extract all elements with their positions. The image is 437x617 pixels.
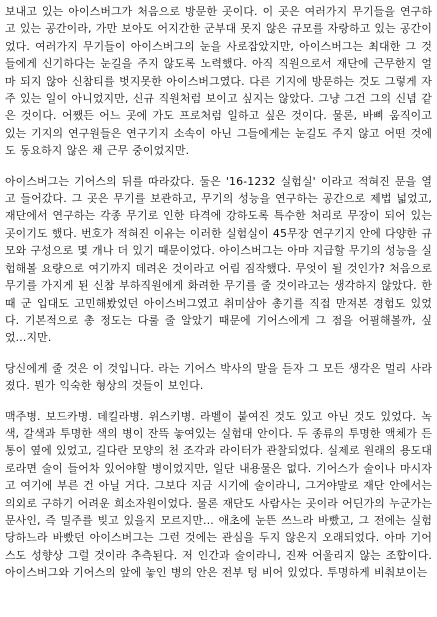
paragraph-gap	[5, 347, 432, 360]
paragraph: 맥주병. 보드카병. 데킬라병. 위스키병. 라벨이 붙여진 것도 있고 아닌 것도 있었다. 녹색, 갈색과 투명한 색의 병이 잔뜩 놓여있는 실험대 안이다. 두 종류의 투명한 액체가 든 통이 옆에 있었고, 길다란 모양의 천 조각과 라이터가 관찰되었다. 실제로 원래의 용도대로라면 술이 들어차 있어야할 병이었지만, 일단 내용물은 없다. 기어스가 술이나 마시자고 여기에 부른 건 아닐 거다. 그보다 지금 시기에 술이라니, 그거야말로 재단 안에서는 의외로 구하기 어려운 희소자원이었다. 물론 재단도 사람사는 곳이라 어딘가의 누군가는 문사인, 즉 밀주를 빚고 있을지 모르지만... 애초에 눈뜬 쓰느라 바빴고, 그 전에는 실험 당하느라 바빴던 아이스버그는 그런 것에는 관심을 두지 않은지 오래되었다. 아마 기어스도 성향상 그럴 것이라 추측된다. 저 인간과 술이라니, 진짜 어울리지 않는 조합이다. 아이스버그와 기어스의 앞에 놓인 병의 안은 전부 텅 비어 있었다. 투명하게 비춰보이는	[5, 409, 432, 580]
paragraph-gap	[5, 395, 432, 408]
paragraph: 보내고 있는 아이스버그가 처음으로 방문한 곳이다. 이 곳은 여러가지 무기들을 연구하고 있는 공간이라, 가만 보아도 어지간한 군부대 못지 않은 규모를 자랑하고 있는 공간이었다. 여러가지 무기들이 아이스버그의 눈을 사로잡았지만, 아이스버그는 최대한 그 것들에게 신기하다는 눈길을 주지 않도록 노력했다. 아직 직원으로서 재단에 근무한지 얼마 되지 않아 신참티를 벗지못한 아이스버그였다. 다른 기지에 방문하는 것도 그렇게 자주 있는 일이 아니었지만, 신규 직원처럼 보이고 싶지는 않았다. 그냥 그건 그의 신념 같은 것이다. 어쨌든 어느 곳에 가도 프로처럼 일하고 싶은 것이다. 물론, 바삐 움직이고 있는 기지의 연구원들은 연구기지 소속이 아닌 그들에게는 눈길도 주지 않고 어떤 것에도 동요하지 않은 채 근무 중이었지만.	[5, 5, 432, 158]
paragraph-gap	[5, 160, 432, 173]
paragraph: 아이스버그는 기어스의 뒤를 따라갔다. 둘은 '16-1232 실험실' 이라고 적혀진 문을 열고 들어갔다. 그 곳은 무기를 보관하고, 무기의 성능을 연구하는 공간으로 제법 넓었고, 재단에서 연구하는 각종 무기로 인한 타격에 강하도록 특수한 처리로 무장이 되어 있는 곳이기도 했다. 번호가 적혀진 이유는 이러한 실험실이 45무장 연구기지 안에 다양한 규모와 구성으로 몇 개나 더 있기 때문이었다. 아이스버그는 아마 지급할 무기의 성능을 실험해볼 요량으로 여기까지 데려온 것이라고 어림 짐작했다. 무엇이 될 것인가? 처음으로 무기를 가지게 된 신참 부하직원에게 화려한 무기를 줄 것이라고는 생각하지 않았다. 한 때 군 입대도 고민해봤었던 아이스버그였고 취미삼아 총기를 직접 만져본 경험도 있었다. 기본적으로 총 정도는 다룰 줄 알았기 때문에 기어스에게 그 점을 어필해볼까, 싶었...지만.	[5, 174, 432, 345]
document-page	[5, 3, 432, 615]
paragraph: 당신에게 줄 것은 이 것입니다. 라는 기어스 박사의 말을 듣자 그 모든 생각은 멀리 사라졌다. 뭔가 익숙한 형상의 것들이 보인다.	[5, 361, 432, 393]
